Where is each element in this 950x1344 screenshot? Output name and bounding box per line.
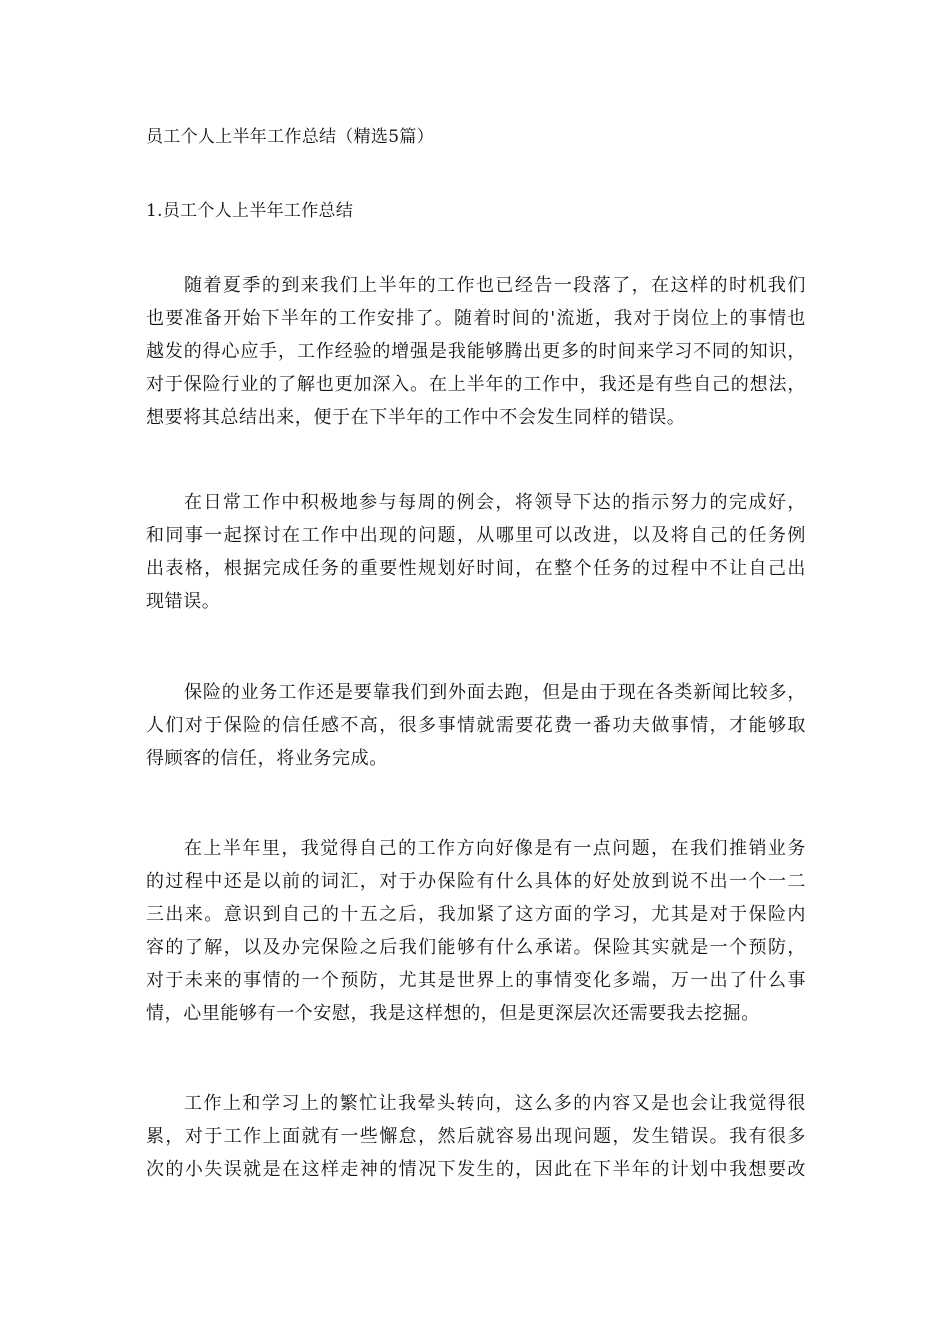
document-title: 员工个人上半年工作总结（精选5篇）	[146, 127, 434, 147]
paragraph-line: 对于未来的事情的一个预防，尤其是世界上的事情变化多端，万一出了什么事	[146, 970, 806, 991]
paragraph-line: 也要准备开始下半年的工作安排了。随着时间的'流逝，我对于岗位上的事情也	[146, 308, 806, 329]
paragraph-line: 在日常工作中积极地参与每周的例会，将领导下达的指示努力的完成好，	[184, 492, 806, 513]
paragraph-line: 在上半年里，我觉得自己的工作方向好像是有一点问题，在我们推销业务	[184, 838, 806, 859]
paragraph-line: 容的了解，以及办完保险之后我们能够有什么承诺。保险其实就是一个预防，	[146, 937, 806, 958]
paragraph-line: 现错误。	[146, 591, 221, 612]
paragraph-line: 工作上和学习上的繁忙让我晕头转向，这么多的内容又是也会让我觉得很	[184, 1093, 806, 1114]
paragraph-1	[146, 269, 806, 434]
section-heading: 1.员工个人上半年工作总结	[146, 201, 354, 221]
paragraph-line: 想要将其总结出来，便于在下半年的工作中不会发生同样的错误。	[146, 407, 686, 428]
paragraph-2	[146, 486, 806, 618]
paragraph-line: 情，心里能够有一个安慰，我是这样想的，但是更深层次还需要我去挖掘。	[146, 1003, 760, 1024]
paragraph-line: 的过程中还是以前的词汇，对于办保险有什么具体的好处放到说不出一个一二	[146, 871, 806, 892]
paragraph-line: 三出来。意识到自己的十五之后，我加紧了这方面的学习，尤其是对于保险内	[146, 904, 806, 925]
paragraph-line: 越发的得心应手，工作经验的增强是我能够腾出更多的时间来学习不同的知识，	[146, 341, 806, 362]
paragraph-line: 出表格，根据完成任务的重要性规划好时间，在整个任务的过程中不让自己出	[146, 558, 806, 579]
paragraph-line: 得顾客的信任，将业务完成。	[146, 748, 388, 769]
paragraph-3	[146, 676, 806, 775]
paragraph-5	[146, 1087, 806, 1186]
paragraph-line: 保险的业务工作还是要靠我们到外面去跑，但是由于现在各类新闻比较多，	[184, 682, 806, 703]
paragraph-line: 随着夏季的到来我们上半年的工作也已经告一段落了，在这样的时机我们	[184, 275, 806, 296]
paragraph-line: 和同事一起探讨在工作中出现的问题，从哪里可以改进，以及将自己的任务例	[146, 525, 806, 546]
paragraph-line: 累，对于工作上面就有一些懈怠，然后就容易出现问题，发生错误。我有很多	[146, 1126, 806, 1147]
paragraph-line: 对于保险行业的了解也更加深入。在上半年的工作中，我还是有些自己的想法，	[146, 374, 806, 395]
paragraph-line: 人们对于保险的信任感不高，很多事情就需要花费一番功夫做事情，才能够取	[146, 715, 806, 736]
paragraph-line: 次的小失误就是在这样走神的情况下发生的，因此在下半年的计划中我想要改	[146, 1159, 806, 1180]
paragraph-4	[146, 832, 806, 1030]
